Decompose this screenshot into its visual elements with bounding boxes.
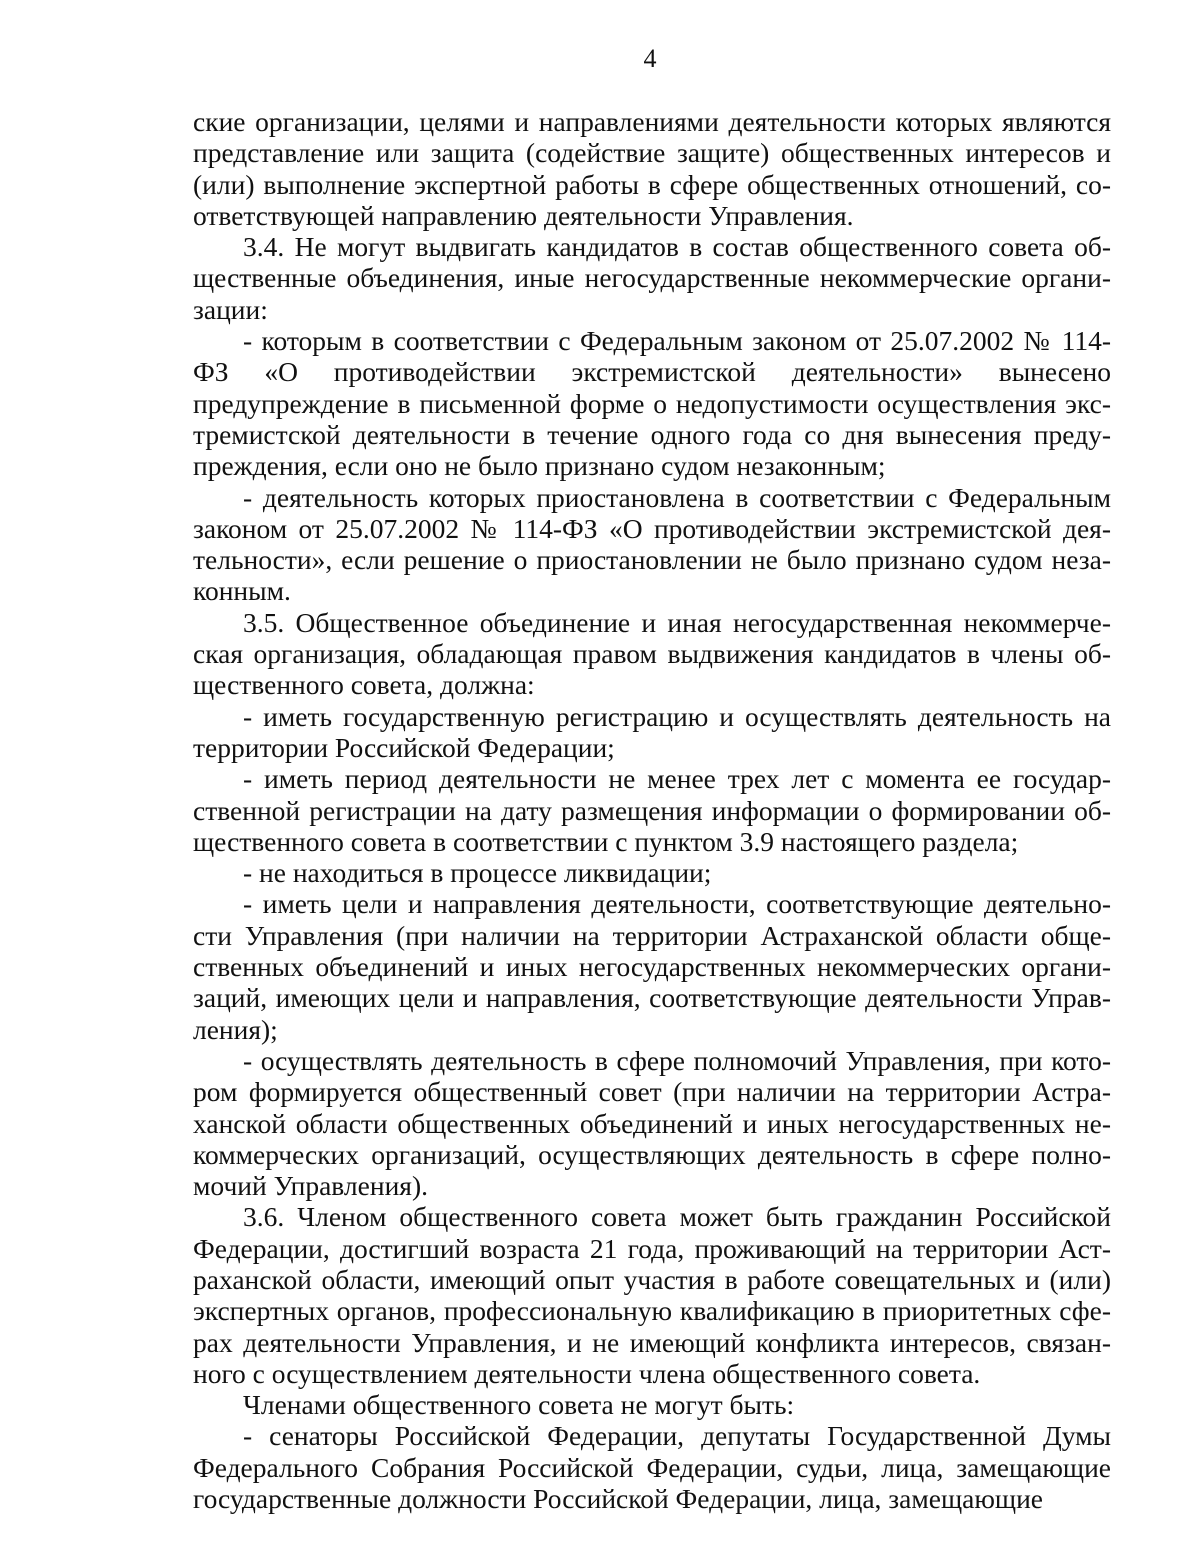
paragraph-exclusions: Членами общественного совета не могут быть: <box>243 1389 795 1421</box>
page-number: 4 <box>643 44 657 73</box>
list-item-period: - иметь период деятельности не менее трех лет с момента ее государственной регистрации на дату размещения информации о формировании общественного совета в соответствии с пунктом 3.9 настоящего раздела; <box>193 763 1111 857</box>
paragraph-continuation: ские организации, целями и направлениями деятельности которых являются представление или защита (содействие защите) общественных интересов и (или) выполнение экспертной работы в сфере общественных отношений, соответствующей направлению деятельности Управления. <box>193 106 1111 231</box>
list-item-goals: - иметь цели и направления деятельности, соответствующие деятельности Управления (при наличии на территории Астраханской области общественных объединений и иных негосударственных некоммерческих организаций, имеющих цели и направления, соответствующие деятельности Управления); <box>193 888 1111 1045</box>
list-item-liquidation: - не находиться в процессе ликвидации; <box>243 857 712 889</box>
list-item-registration: - иметь государственную регистрацию и осуществлять деятельность на территории Российской Федерации; <box>193 700 1111 763</box>
list-item-authority: - осуществлять деятельность в сфере полномочий Управления, при котором формируется общественный совет (при наличии на территории Астраханской области общественных объединений и иных негосударственных некоммерческих организаций, осуществляющих деятельность в сфере полномочий Управления). <box>193 1044 1111 1202</box>
list-item-senators: - сенаторы Российской Федерации, депутаты Государственной Думы Федерального Собрания Российской Федерации, судьи, лица, замещающие государственные должности Российской Федерации, лица, замещающие <box>193 1420 1111 1515</box>
list-item-warning: - которым в соответствии с Федеральным законом от 25.07.2002 № 114-ФЗ «О противодействии экстремистской деятельности» вынесено предупреждение в письменной форме о недопустимости осуществления экстремистской деятельности в течение одного года со дня вынесения предупреждения, если оно не было признано судом незаконным; <box>193 325 1111 482</box>
paragraph-3-6: 3.6. Членом общественного совета может быть гражданин Российской Федерации, достигший возраста 21 года, проживающий на территории Астраханской области, имеющий опыт участия в работе совещательных и (или) экспертных органов, профессиональную квалификацию в приоритетных сферах деятельности Управления, и не имеющий конфликта интересов, связанного с осуществлением деятельности члена общественного совета. <box>193 1201 1111 1389</box>
paragraph-3-5: 3.5. Общественное объединение и иная негосударственная некоммерческая организация, обладающая правом выдвижения кандидатов в члены общественного совета, должна: <box>193 606 1111 701</box>
list-item-suspended: - деятельность которых приостановлена в соответствии с Федеральным законом от 25.07.2002 № 114-ФЗ «О противодействии экстремистской деятельности», если решение о приостановлении не было признано судом незаконным. <box>193 481 1111 607</box>
paragraph-3-4: 3.4. Не могут выдвигать кандидатов в состав общественного совета общественные объединения, иные негосударственные некоммерческие организации: <box>193 231 1111 325</box>
document-body <box>193 106 1111 1514</box>
